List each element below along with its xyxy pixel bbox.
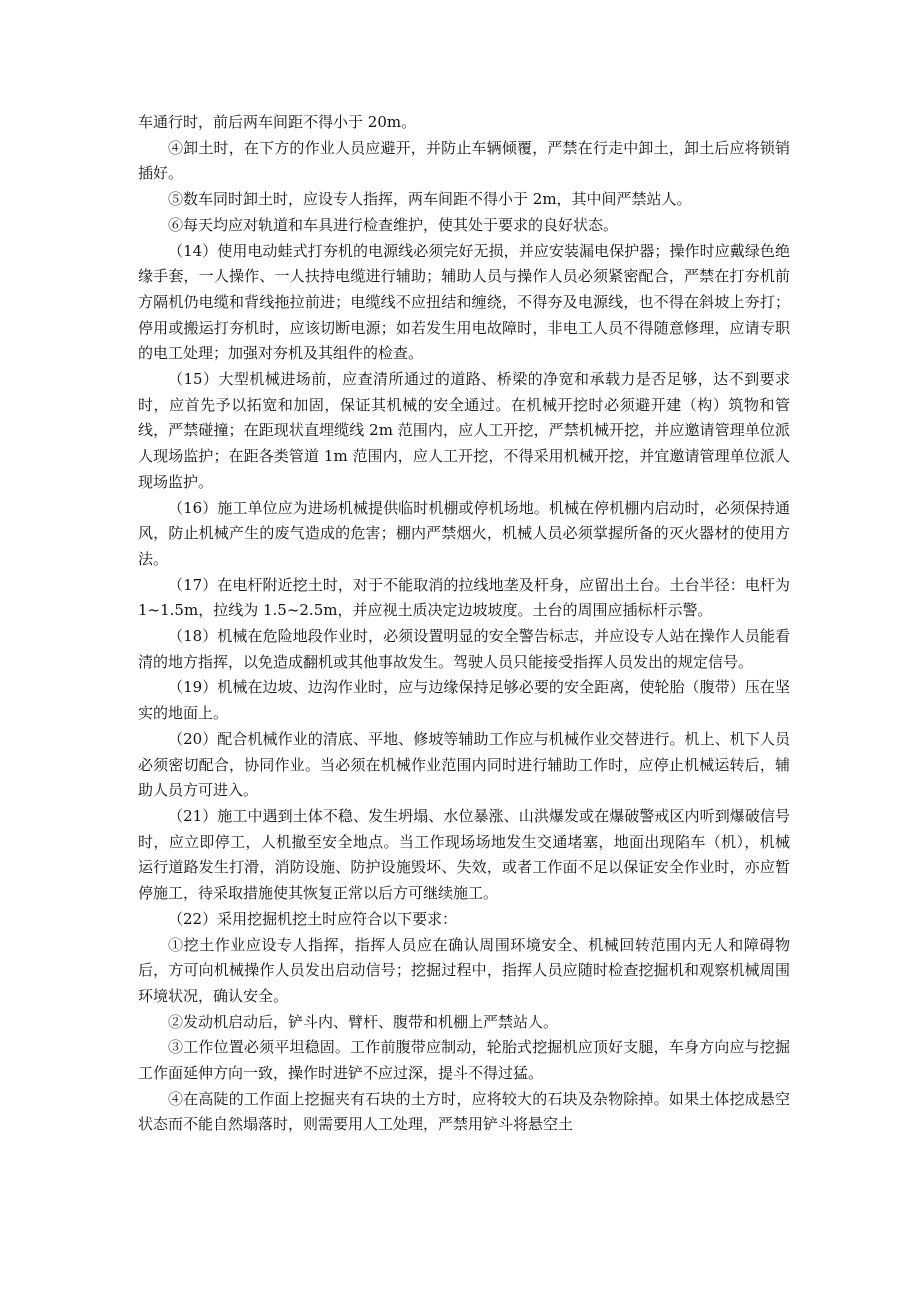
paragraph-22-item-2: ②发动机启动后，铲斗内、臂杆、腹带和机棚上严禁站人。 [168, 1012, 559, 1031]
paragraph-22: （22）采用挖掘机挖土时应符合以下要求： [168, 909, 458, 928]
paragraph-22-item-3: ③工作位置必须平坦稳固。工作前腹带应制动，轮胎式挖掘机应顶好支腿，车身方向应与挖掘工作面延伸方向一致，操作时进铲不应过深，提斗不得过猛。 [138, 1038, 790, 1083]
paragraph-continuation: 车通行时，前后两车间距不得小于 20m。 [138, 113, 417, 131]
paragraph-item-5-multi-vehicle: ⑤数车同时卸土时，应设专人指挥，两车间距不得小于 2m，其中间严禁站人。 [168, 190, 692, 209]
paragraph-19: （19）机械在边坡、边沟作业时，应与边缘保持足够必要的安全距离，使轮胎（腹带）压在坚实的地面上。 [138, 678, 790, 723]
document-body [138, 110, 790, 1138]
paragraph-18: （18）机械在危险地段作业时，必须设置明显的安全警告标志，并应设专人站在操作人员能看清的地方指挥，以免造成翻机或其他事故发生。驾驶人员只能接受指挥人员发出的规定信号。 [138, 627, 790, 671]
paragraph-20: （20）配合机械作业的清底、平地、修坡等辅助工作应与机械作业交替进行。机上、机下人员必须密切配合，协同作业。当必须在机械作业范围内同时进行辅助工作时，应停止机械运转后，辅助人员方可进入。 [138, 729, 790, 800]
paragraph-22-item-4: ④在高陡的工作面上挖掘夹有石块的土方时，应将较大的石块及杂物除掉。如果土体挖成悬空状态而不能自然塌落时，则需要用人工处理，严禁用铲斗将悬空土 [138, 1089, 790, 1134]
paragraph-17: （17）在电杆附近挖土时，对于不能取消的拉线地垄及杆身，应留出土台。土台半径：电杆为 1~1.5m，拉线为 1.5~2.5m，并应视土质决定边坡坡度。土台的周围应插标杆示警。 [138, 575, 790, 620]
paragraph-21: （21）施工中遇到土体不稳、发生坍塌、水位暴涨、山洪爆发或在爆破警戒区内听到爆破信号时，应立即停工，人机撤至安全地点。当工作现场场地发生交通堵塞，地面出现陷车（机），机械运行道路发生打滑，消防设施、防护设施毁坏、失效，或者工作面不足以保证安全作业时，亦应暂停施工，待采取措施使其恢复正常以后方可继续施工。 [138, 806, 790, 903]
paragraph-14: （14）使用电动蛙式打夯机的电源线必须完好无损，并应安装漏电保护器；操作时应戴绿色绝缘手套，一人操作、一人扶持电缆进行辅助；辅助人员与操作人员必须紧密配合，严禁在打夯机前方隔机仍电缆和背线拖拉前进；电缆线不应扭结和缠绕，不得夯及电源线，也不得在斜坡上夯打；停用或搬运打夯机时，应该切断电源；如若发生用电故障时，非电工人员不得随意修理，应请专职的电工处理；加强对夯机及其组件的检查。 [138, 241, 790, 363]
paragraph-22-item-1: ①挖土作业应设专人指挥，指挥人员应在确认周围环境安全、机械回转范围内无人和障碍物后，方可向机械操作人员发出启动信号；挖掘过程中，指挥人员应随时检查挖掘机和观察机械周围环境状况，确认安全。 [138, 935, 790, 1005]
paragraph-item-4-unloading: ④卸土时，在下方的作业人员应避开，并防止车辆倾覆，严禁在行走中卸土，卸土后应将锁销插好。 [138, 138, 790, 183]
paragraph-16: （16）施工单位应为进场机械提供临时机棚或停机场地。机械在停机棚内启动时，必须保持通风，防止机械产生的废气造成的危害；棚内严禁烟火，机械人员必须掌握所备的灭火器材的使用方法。 [138, 498, 790, 568]
paragraph-item-6-maintenance: ⑥每天均应对轨道和车具进行检查维护，使其处于要求的良好状态。 [168, 215, 619, 234]
paragraph-15: （15）大型机械进场前，应查清所通过的道路、桥梁的净宽和承载力是否足够，达不到要求时，应首先予以拓宽和加固，保证其机械的安全通过。在机械开挖时必须避开建（构）筑物和管线，严禁碰撞；在距现状直埋缆线 2m 范围内，应人工开挖，严禁机械开挖，并应邀请管理单位派人现场监护；在距各类管道 1m 范围内，应人工开挖，不得采用机械开挖，并宜邀请管理单位派人现场监护。 [138, 370, 790, 491]
